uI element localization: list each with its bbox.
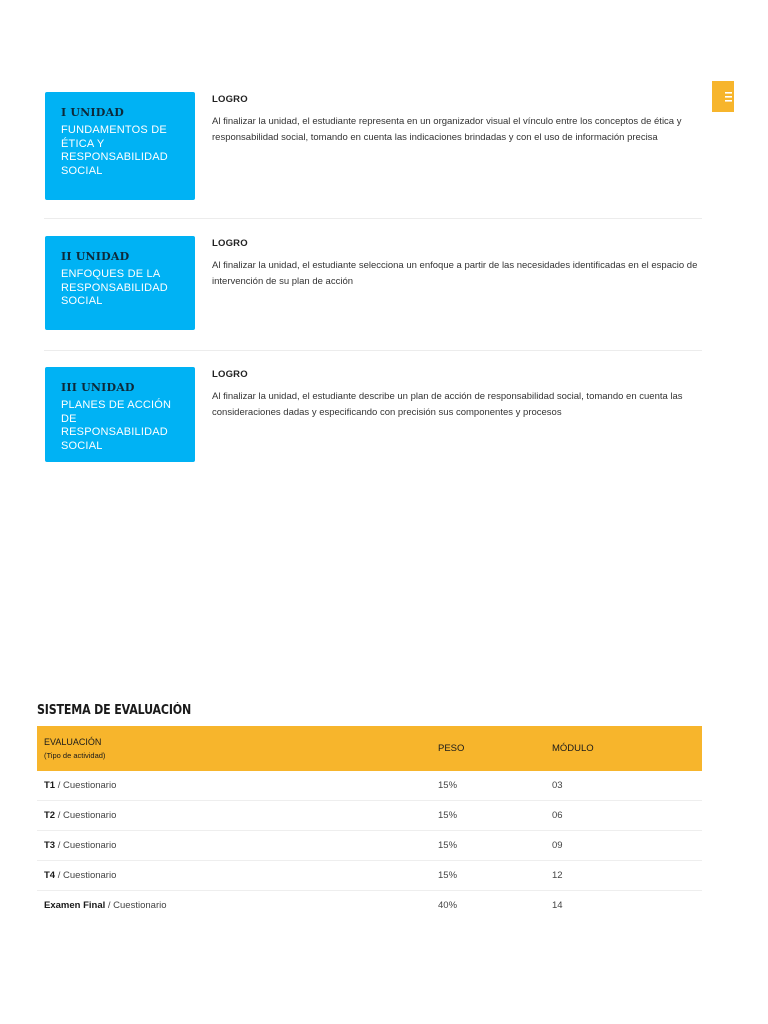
unit-card[interactable]: [45, 236, 195, 330]
unit-name: FUNDAMENTOS DE ÉTICA Y RESPONSABILIDAD SOCIAL: [61, 124, 168, 177]
hamburger-icon: [725, 92, 732, 102]
unit-card[interactable]: [45, 92, 195, 200]
unit-logro: [212, 238, 702, 289]
unit-name: ENFOQUES DE LA RESPONSABILIDAD SOCIAL: [61, 268, 168, 307]
evaluation-type: / Cuestionario: [55, 840, 117, 851]
logro-label: LOGRO: [212, 238, 248, 249]
modulo-cell: 03: [545, 771, 702, 801]
logro-text: Al finalizar la unidad, el estudiante representa en un organizador visual el vínculo entre los conceptos de ética y responsabilidad social, tomando en cuenta las indicaciones brindadas y con el uso de información precisa: [212, 116, 682, 143]
modulo-cell: 12: [545, 861, 702, 891]
unit-title: III UNIDAD: [61, 381, 135, 394]
unit-title: I UNIDAD: [61, 106, 124, 119]
evaluation-cell: [37, 771, 431, 801]
table-row: [37, 801, 702, 831]
peso-cell: 15%: [431, 801, 545, 831]
table-row: [37, 891, 702, 921]
evaluation-cell: [37, 831, 431, 861]
unit-row: [44, 92, 702, 219]
table-row: [37, 771, 702, 801]
unit-row: [44, 236, 702, 351]
modulo-cell: 06: [545, 801, 702, 831]
unit-logro: [212, 369, 702, 420]
evaluation-cell: [37, 861, 431, 891]
modulo-cell: 09: [545, 831, 702, 861]
table-row: [37, 861, 702, 891]
evaluation-title: SISTEMA DE EVALUACIÓN: [37, 703, 192, 718]
table-row: [37, 831, 702, 861]
evaluation-type: / Cuestionario: [55, 780, 117, 791]
logro-label: LOGRO: [212, 94, 248, 105]
unit-title: II UNIDAD: [61, 250, 130, 263]
menu-button[interactable]: [712, 81, 734, 112]
evaluation-cell: [37, 801, 431, 831]
evaluation-code: Examen Final: [44, 900, 106, 911]
modulo-cell: 14: [552, 900, 563, 911]
unit-row: [44, 367, 702, 462]
evaluation-code: T4: [44, 870, 56, 881]
evaluation-table: [37, 726, 702, 920]
evaluation-code: T2: [44, 810, 56, 821]
peso-cell: 40%: [438, 900, 458, 911]
table-header: [37, 726, 702, 771]
evaluation-type: / Cuestionario: [105, 900, 167, 911]
logro-text: Al finalizar la unidad, el estudiante describe un plan de acción de responsabilidad social, tomando en cuenta las consideraciones dadas y especificando con precisión sus componentes y procesos: [212, 391, 683, 418]
evaluation-code: T1: [44, 780, 56, 791]
evaluation-type: / Cuestionario: [55, 810, 117, 821]
header-modulo: MÓDULO: [552, 743, 594, 754]
evaluation-cell: [37, 891, 431, 921]
header-evaluacion: [37, 726, 431, 771]
peso-cell: 15%: [431, 771, 545, 801]
unit-name: PLANES DE ACCIÓN DE RESPONSABILIDAD SOCIAL: [61, 399, 172, 452]
unit-card[interactable]: [45, 367, 195, 462]
logro-text: Al finalizar la unidad, el estudiante selecciona un enfoque a partir de las necesidades identificadas en el espacio de intervención de su plan de acción: [212, 260, 698, 287]
header-evaluacion-sub: (Tipo de actividad): [44, 751, 106, 760]
unit-logro: [212, 94, 702, 145]
evaluation-type: / Cuestionario: [55, 870, 117, 881]
header-evaluacion-label: EVALUACIÓN: [44, 737, 102, 747]
logro-label: LOGRO: [212, 369, 248, 380]
peso-cell: 15%: [431, 861, 545, 891]
peso-cell: 15%: [431, 831, 545, 861]
header-peso: PESO: [438, 743, 465, 754]
evaluation-code: T3: [44, 840, 56, 851]
